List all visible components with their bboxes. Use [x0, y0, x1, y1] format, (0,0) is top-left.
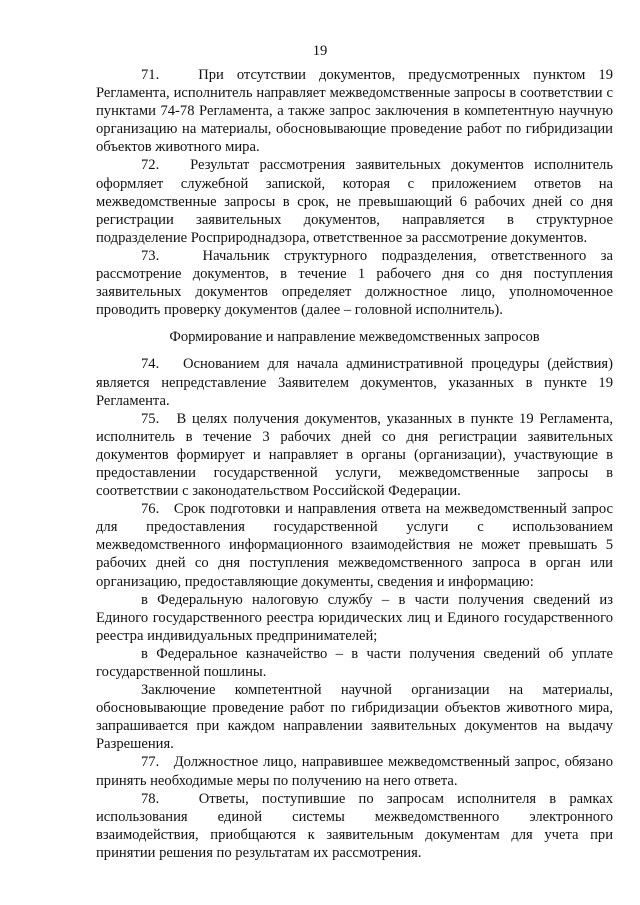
paragraph-76: 76. Срок подготовки и направления ответа на межведомственный запрос для предоставления государственной услуги с использованием межведомственного информационного взаимодействия не может превышать 5 рабочих дней со дня поступления межведомственного запроса в орган или организацию, предоставляющие документы, сведения и информацию:	[96, 501, 613, 590]
paragraph-73: 73. Начальник структурного подразделения, ответственного за рассмотрение документов, в течение 1 рабочего дня со дня поступления заявительных документов определяет должностное лицо, уполномоченное проводить проверку документов (далее – головной исполнитель).	[96, 247, 613, 319]
paragraph-71: 71. При отсутствии документов, предусмотренных пунктом 19 Регламента, исполнитель направляет межведомственные запросы в соответствии с пунктами 74-78 Регламента, а также запрос заключения в компетентную научную организацию на материалы, обосновывающие проведение работ по гибридизации объектов животного мира.	[96, 67, 613, 156]
paragraph-scientific-conclusion: Заключение компетентной научной организации на материалы, обосновывающие проведение работ по гибридизации объектов животного мира, запрашивается при каждом направлении заявительных документов на выдачу Разрешения.	[96, 682, 613, 753]
paragraph-77: 77. Должностное лицо, направившее межведомственный запрос, обязано принять необходимые меры по получению на него ответа.	[96, 754, 613, 789]
paragraph-76-fns: в Федеральную налоговую службу – в части получения сведений из Единого государственного реестра юридических лиц и Единого государственного реестра индивидуальных предпринимателей;	[96, 591, 613, 644]
paragraph-74: 74. Основанием для начала административной процедуры (действия) является непредставление Заявителем документов, указанных в пункте 19 Регламента.	[96, 356, 613, 409]
paragraph-76-treasury: в Федеральное казначейство – в части получения сведений об уплате государственной пошлины.	[96, 645, 613, 680]
document-body	[96, 66, 613, 862]
paragraph-75: 75. В целях получения документов, указанных в пункте 19 Регламента, исполнитель в течение 3 рабочих дней со дня регистрации заявительных документов формирует и направляет в органы (организации), участвующие в предоставлении государственной услуги, межведомственные запросы в соответствии с законодательством Российской Федерации.	[96, 410, 613, 500]
paragraph-72: 72. Результат рассмотрения заявительных документов исполнитель оформляет служебной запиской, которая с приложением ответов на межведомственные запросы в срок, не превышающий 6 рабочих дней со дня регистрации заявительных документов, направляется в структурное подразделение Росприроднадзора, ответственное за рассмотрение документов.	[96, 157, 613, 246]
page-number: 19	[312, 43, 328, 59]
section-heading: Формирование и направление межведомственных запросов	[169, 329, 540, 346]
paragraph-78: 78. Ответы, поступившие по запросам исполнителя в рамках использования единой системы межведомственного электронного взаимодействия, приобщаются к заявительным документам для учета при принятии решения по результатам их рассмотрения.	[96, 790, 613, 861]
